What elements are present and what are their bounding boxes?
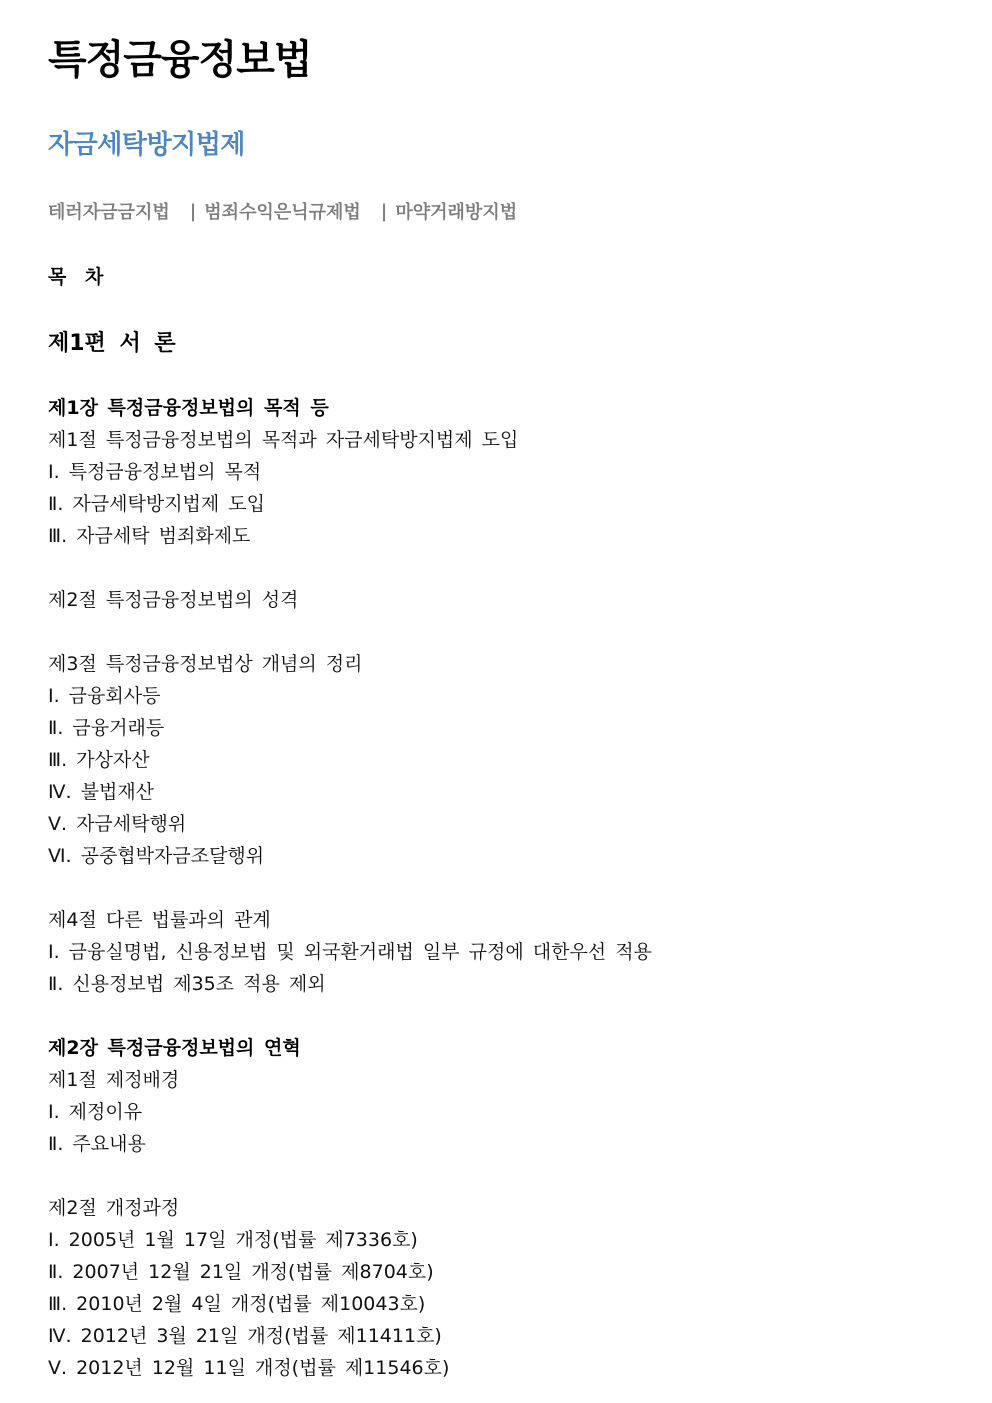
toc-item: Ⅲ. 가상자산 xyxy=(48,749,150,771)
toc-item: Ⅰ. 금융회사등 xyxy=(48,685,161,707)
page-subtitle: 자금세탁방지법제 xyxy=(48,130,245,160)
toc-section: 제4절 다른 법률과의 관계 xyxy=(48,909,271,931)
toc-item: Ⅴ. 자금세탁행위 xyxy=(48,813,187,835)
related-link-criminal-proceeds[interactable]: 범죄수익은닉규제법 xyxy=(204,202,361,223)
page-title: 특정금융정보법 xyxy=(48,37,312,83)
toc-chapter: 제2장 특정금융정보법의 연혁 xyxy=(48,1037,301,1059)
toc-section: 제1절 특정금융정보법의 목적과 자금세탁방지법제 도입 xyxy=(48,429,519,451)
toc-item: Ⅱ. 2007년 12월 21일 개정(법률 제8704호) xyxy=(48,1261,434,1283)
toc-section: 제2절 개정과정 xyxy=(48,1197,180,1219)
spacer xyxy=(48,552,948,584)
toc-item: Ⅲ. 자금세탁 범죄화제도 xyxy=(48,525,251,547)
toc-item: Ⅰ. 제정이유 xyxy=(48,1101,143,1123)
toc-item: Ⅱ. 주요내용 xyxy=(48,1133,146,1155)
toc-section: 제3절 특정금융정보법상 개념의 정리 xyxy=(48,653,363,675)
toc-item: Ⅰ. 2005년 1월 17일 개정(법률 제7336호) xyxy=(48,1229,418,1251)
toc-item: Ⅱ. 금융거래등 xyxy=(48,717,165,739)
related-separator: | xyxy=(380,200,388,222)
toc-item: Ⅵ. 공중협박자금조달행위 xyxy=(48,845,265,867)
toc-item: Ⅰ. 특정금융정보법의 목적 xyxy=(48,461,262,483)
related-link-terror-financing[interactable]: 테러자금금지법 xyxy=(48,202,170,223)
toc-section: 제1절 제정배경 xyxy=(48,1069,180,1091)
spacer xyxy=(48,872,948,904)
toc-item: Ⅱ. 자금세탁방지법제 도입 xyxy=(48,493,266,515)
toc-item: Ⅴ. 2012년 12월 11일 개정(법률 제11546호) xyxy=(48,1357,450,1379)
toc-item: Ⅲ. 2010년 2월 4일 개정(법률 제10043호) xyxy=(48,1293,426,1315)
toc-section: 제2절 특정금융정보법의 성격 xyxy=(48,589,299,611)
spacer xyxy=(48,616,948,648)
toc-chapter: 제1장 특정금융정보법의 목적 등 xyxy=(48,397,329,419)
toc-heading: 목 차 xyxy=(48,266,110,288)
spacer xyxy=(48,1000,948,1032)
related-link-narcotics-trade[interactable]: 마약거래방지법 xyxy=(395,202,518,223)
part-heading: 제1편 서 론 xyxy=(48,331,176,356)
related-separator: | xyxy=(189,200,197,222)
spacer xyxy=(48,1160,948,1192)
toc-item: Ⅱ. 신용정보법 제35조 적용 제외 xyxy=(48,973,326,995)
related-laws-nav xyxy=(48,198,517,224)
toc-item: Ⅳ. 2012년 3월 21일 개정(법률 제11411호) xyxy=(48,1325,442,1347)
toc-item: Ⅰ. 금융실명법, 신용정보법 및 외국환거래법 일부 규정에 대한우선 적용 xyxy=(48,941,652,963)
toc-item: Ⅳ. 불법재산 xyxy=(48,781,155,803)
table-of-contents xyxy=(48,392,948,1384)
